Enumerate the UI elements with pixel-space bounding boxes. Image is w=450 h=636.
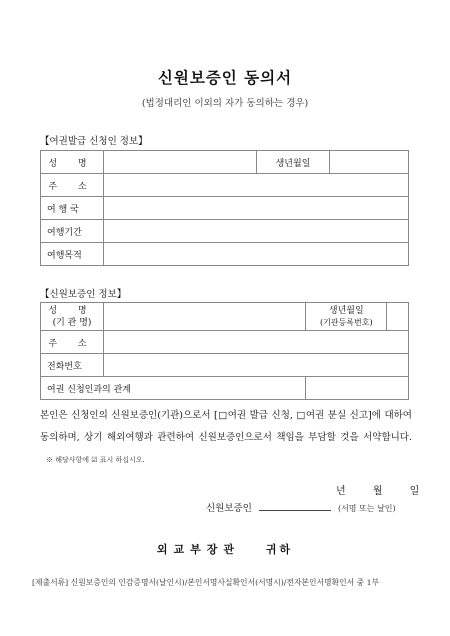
- pledge-statement: [40, 405, 412, 471]
- table-row: [41, 151, 409, 174]
- guarantor-address-label: 주 소: [41, 331, 104, 354]
- signature-field[interactable]: [259, 501, 331, 511]
- checkbox-note: ※ 해당사항에 ☑ 표시 하십시오.: [46, 456, 145, 464]
- guarantor-phone-field[interactable]: [104, 354, 409, 377]
- table-row: [41, 377, 409, 400]
- signature-label: 신원보증인: [206, 503, 252, 514]
- guarantor-name-field[interactable]: [104, 303, 306, 331]
- applicant-name-label: 성 명: [41, 151, 104, 174]
- table-row: [41, 220, 409, 243]
- guarantor-info-table: [40, 302, 409, 400]
- form-subtitle: (법정대리인 이외의 자가 동의하는 경우): [141, 98, 309, 109]
- guarantor-name-label: 성 명 (기 관 명): [41, 303, 104, 331]
- travel-purpose-label: 여행목적: [41, 243, 104, 266]
- applicant-address-label: 주 소: [41, 174, 104, 197]
- travel-country-field[interactable]: [104, 197, 409, 220]
- relation-label: 여권 신청인과의 관계: [41, 377, 306, 400]
- travel-purpose-field[interactable]: [104, 243, 409, 266]
- addressee-org: 외교부장관: [156, 543, 241, 556]
- signature-line: [206, 500, 396, 514]
- pledge-text: 본인은 신청인의 신원보증인(기관)으로서 [□여권 발급 신청, □여권 분실 신고]에 대하여 동의하며, 상기 해외여행과 관련하여 신원보증인으로서 책임을 부담할 것을 서약합니다.: [40, 410, 412, 443]
- travel-period-label: 여행기간: [41, 220, 104, 243]
- table-row: [41, 331, 409, 354]
- applicant-birth-label: 생년월일: [257, 151, 330, 174]
- form-title: 신원보증인 동의서: [157, 68, 293, 87]
- date-line[interactable]: 년 월 일: [336, 486, 420, 497]
- table-row: [41, 174, 409, 197]
- applicant-info-table: [40, 150, 409, 266]
- guarantor-address-field[interactable]: [104, 331, 409, 354]
- table-row: [41, 303, 409, 331]
- required-documents-note: [제출서류] 신원보증인의 인감증명서(날인시)/본인서명사실확인서(서명시)/전자본인서명확인서 중 1부: [32, 578, 380, 587]
- guarantor-section-heading: 【신원보증인 정보】: [40, 289, 127, 300]
- signature-hint: (서명 또는 날인): [337, 504, 396, 513]
- guarantor-birth-field[interactable]: [387, 303, 409, 331]
- applicant-address-field[interactable]: [104, 174, 409, 197]
- addressee: [0, 541, 450, 557]
- table-row: [41, 197, 409, 220]
- addressee-suffix: 귀하: [265, 543, 294, 556]
- guarantor-birth-label: 생년월일 (기관등록번호): [306, 303, 387, 331]
- applicant-birth-field[interactable]: [330, 151, 409, 174]
- table-row: [41, 354, 409, 377]
- applicant-name-field[interactable]: [104, 151, 257, 174]
- applicant-section-heading: 【여권발급 신청인 정보】: [40, 136, 148, 147]
- guarantor-phone-label: 전화번호: [41, 354, 104, 377]
- travel-period-field[interactable]: [104, 220, 409, 243]
- table-row: [41, 243, 409, 266]
- relation-field[interactable]: [306, 377, 409, 400]
- travel-country-label: 여 행 국: [41, 197, 104, 220]
